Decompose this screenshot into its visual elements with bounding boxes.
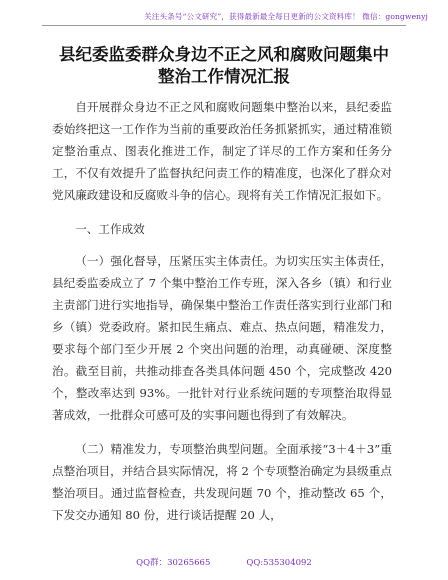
document-body	[52, 96, 392, 538]
title-line-1: 县纪委监委群众身边不正之风和腐败问题集中	[59, 45, 389, 64]
header-notice: 关注头条号“公文研究”，获得最新最全每日更新的公文资料库！ 微信：gongwenyj	[144, 12, 428, 21]
footer-qq: QQ:535304092	[246, 558, 312, 568]
document-title	[40, 44, 408, 88]
header-divider	[42, 25, 406, 26]
title-line-2: 整治工作情况汇报	[158, 67, 290, 86]
section-heading-work-results: 一、工作成效	[75, 222, 145, 236]
paragraph-supervision: （一）强化督导，压紧压实主体责任。为切实压实主体责任，县纪委监委成立了 7 个集中整治工作专班，深入各乡（镇）和行业主责部门进行实地指导，确保集中整治工作责任落实到行业部门和乡（镇）党委政府。紧扣民生痛点、难点、热点问题，精准发力，要求每个部门至少开展 2 个突出问题的治理，动真碰硬、深度整治。截至目前，共推动排查各类具体问题 450 个，完成整改 420 个，整改率达到 93%。一批针对行业系统问题的专项整治取得显著成效，一批群众可感可及的实事问题也得到了有效解决。	[52, 254, 392, 422]
footer-qq-group: QQ群：30265665	[136, 558, 211, 568]
paragraph-targeted-rectification: （二）精准发力，专项整治典型问题。全面承接“3＋4＋3”重点整治项目，并结合县实际情况，将 2 个专项整治确定为县级重点整治项目。通过监督检查，共发现问题 70 个，推动整改 65 个，下发交办通知 80 份，进行谈话提醒 20 人，	[52, 442, 392, 522]
intro-paragraph: 自开展群众身边不正之风和腐败问题集中整治以来，县纪委监委始终把这一工作作为当前的重要政治任务抓紧抓实，通过精准锁定整治重点、图表化推进工作，制定了详尽的工作方案和任务分工，不仅有效提升了监督执纪问责工作的精准度，也深化了群众对党风廉政建设和反腐败斗争的信心。现将有关工作情况汇报如下。	[52, 100, 392, 202]
footer-contact	[0, 556, 448, 568]
